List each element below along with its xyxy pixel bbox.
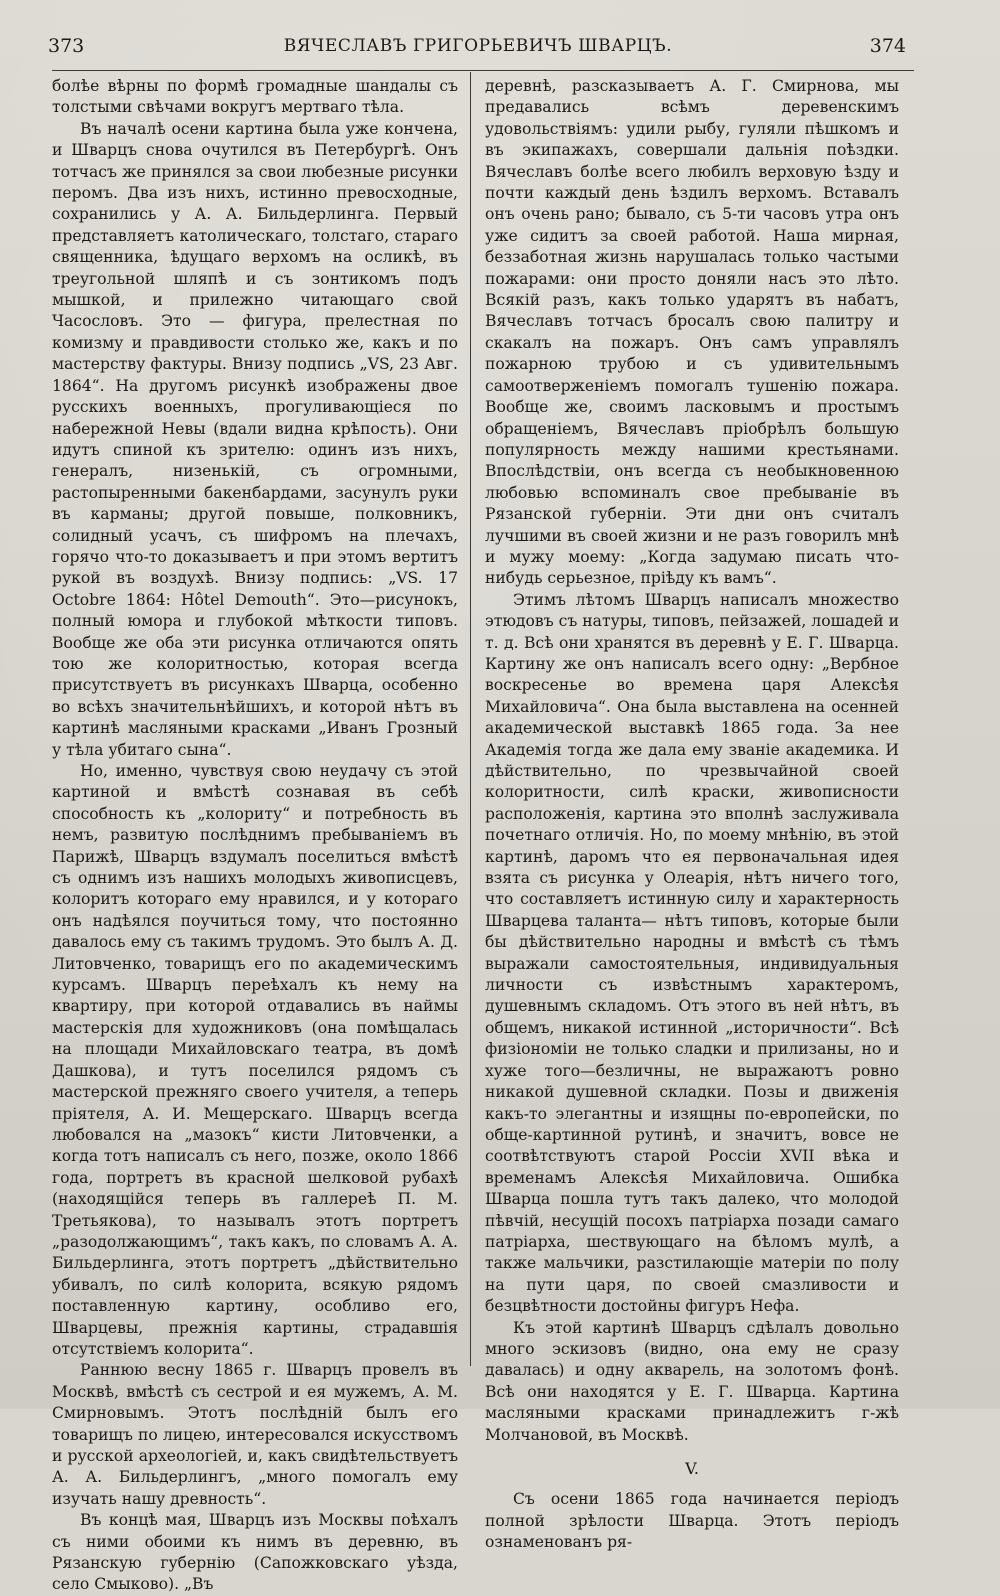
text-columns — [40, 76, 916, 1594]
paragraph: Но, именно, чувствуя свою неудачу съ этой картиной и вмѣстѣ сознавая въ себѣ способность къ „колориту“ и потребность въ немъ, развитую послѣднимъ пребываніемъ въ Парижѣ, Шварцъ вздумалъ поселиться вмѣстѣ съ однимъ изъ нашихъ молодыхъ живописцевъ, колоритъ котораго ему нравился, и у котораго онъ надѣялся поучиться тому, что постоянно давалось ему съ такимъ трудомъ. Это былъ А. Д. Литовченко, товарищъ его по академическимъ курсамъ. Шварцъ переѣхалъ къ нему на квартиру, при которой отдавались въ наймы мастерскія для художниковъ (она помѣщалась на площади Михайловскаго театра, въ домѣ Дашкова), и тутъ поселился рядомъ съ мастерской прежняго своего учителя, а теперь пріятеля, А. И. Мещерскаго. Шварцъ всегда любовался на „мазокъ“ кисти Литовченки, а когда тотъ написалъ съ него, позже, около 1866 года, портретъ въ красной шелковой рубахѣ (находящійся теперь въ галлереѣ П. М. Третьякова), то называлъ этотъ портретъ „разодолжающимъ“, такъ какъ, по словамъ А. А. Бильдерлинга, этотъ портретъ „дѣйствительно убивалъ, по силѣ колорита, всякую рядомъ поставленную картину, особливо его, Шварцевы, прежнія картины, страдавшія отсутствіемъ колорита“. — [52, 762, 458, 1358]
paragraph: Къ этой картинѣ Шварцъ сдѣлалъ довольно много эскизовъ (видно, она ему не сразу давалась) и одну акварель, на золотомъ фонѣ. Всѣ они находятся у Е. Г. Шварца. Картина масляными красками принадлежитъ г-жѣ Молчановой, въ Москвѣ. — [485, 1318, 899, 1444]
paragraph: Раннюю весну 1865 г. Шварцъ провелъ въ Москвѣ, вмѣстѣ съ сестрой и ея мужемъ, А. М. Смирновымъ. Этотъ послѣдній былъ его товарищъ по лицею, интересовался искусствомъ и русской археологіей, и, какъ свидѣтельствуетъ А. А. Бильдерлингъ, „много помогалъ ему изучать нашу древность“. — [52, 1361, 458, 1508]
paragraph: деревнѣ, разсказываетъ А. Г. Смирнова, мы предавались всѣмъ деревенскимъ удовольствіямъ: удили рыбу, гуляли пѣшкомъ и въ экипажахъ, совершали дальнія поѣздки. Вячеславъ болѣе всего любилъ верховую ѣзду и почти каждый день ѣздилъ верхомъ. Вставалъ онъ очень рано; бывало, съ 5-ти часовъ утра онъ уже сидитъ за своей работой. Наша мирная, беззаботная жизнь нарушалась только частыми пожарами: они просто доняли насъ это лѣто. Всякій разъ, какъ только ударятъ въ набатъ, Вячеславъ тотчасъ бросалъ свою палитру и скакалъ на пожаръ. Онъ самъ управлялъ пожарною трубою и съ удивительнымъ самоотверженіемъ помогалъ тушенію пожара. Вообще же, своимъ ласковымъ и простымъ обращеніемъ, Вячеславъ пріобрѣлъ большую популярность между нашими крестьянами. Впослѣдствіи, онъ всегда съ необыкновенною любовью вспоминалъ свое пребываніе въ Рязанской губерніи. Эти дни онъ считалъ лучшими въ своей жизни и не разъ говорилъ мнѣ и мужу моему: „Когда задумаю писать что-нибудь серьезное, пріѣду къ вамъ“. — [485, 77, 899, 588]
left-column — [40, 76, 470, 1594]
paragraph: Этимъ лѣтомъ Шварцъ написалъ множество этюдовъ съ натуры, типовъ, пейзажей, лошадей и т. д. Всѣ они хранятся въ деревнѣ у Е. Г. Шварца. Картину же онъ написалъ всего одну: „Вербное воскресенье во времена царя Алексѣя Михайловича“. Она была выставлена на осенней академической выставкѣ 1865 года. За нее Академія тогда же дала ему званіе академика. И дѣйствительно, по чрезвычайной своей колоритности, силѣ краски, живописности расположенія, картина это вполнѣ заслуживала почетнаго отличія. Но, по моему мнѣнію, въ этой картинѣ, даромъ что ея первоначальная идея взята съ рисунка у Олеарія, нѣтъ ничего того, что составляетъ истинную силу и характерность Шварцева таланта— нѣтъ типовъ, которые были бы дѣйствительно народны и вмѣстѣ съ тѣмъ выражали самостоятельныя, индивидуальныя личности съ извѣстнымъ характеромъ, душевнымъ складомъ. Отъ этого въ ней нѣтъ, въ общемъ, никакой истинной „историчности“. Всѣ физіономіи не только сладки и прилизаны, но и хуже того—безличны, не выражаютъ ровно никакой душевной складки. Позы и движенія какъ-то элегантны и изящны по-европейски, по обще-картинной рутинѣ, и значитъ, вовсе не соотвѣтствуютъ старой Россіи XVII вѣка и временамъ Алексѣя Михайловича. Ошибка Шварца пошла тутъ такъ далеко, что молодой пѣвчій, несущій посохъ патріарха позади самаго патріарха, шествующаго на бѣломъ мулѣ, а также мальчики, разстилающіе матеріи по полу на пути царя, по своей смазливости и безцвѣтности достойны фигуръ Нефа. — [485, 590, 899, 1316]
paragraph: Съ осени 1865 года начинается періодъ полной зрѣлости Шварца. Этотъ періодъ ознаменованъ ря- — [485, 1490, 899, 1552]
running-title: ВЯЧЕСЛАВЪ ГРИГОРЬЕВИЧЪ ШВАРЦЪ. — [283, 36, 673, 56]
header-rule — [52, 70, 914, 71]
section-number: V. — [685, 1459, 699, 1478]
paragraph: Въ концѣ мая, Шварцъ изъ Москвы поѣхалъ съ ними обоими къ нимъ въ деревню, въ Рязанскую губернію (Сапожковскаго уѣзда, село Смыково). „Въ — [52, 1511, 458, 1594]
page-header — [40, 30, 916, 64]
page-number-left: 373 — [48, 35, 85, 57]
paragraph: болѣе вѣрны по формѣ громадные шандалы съ толстыми свѣчами вокругъ мертваго тѣла. — [52, 77, 458, 117]
paragraph: Въ началѣ осени картина была уже кончена, и Шварцъ снова очутился въ Петербургѣ. Онъ тотчасъ же принялся за свои любезные рисунки перомъ. Два изъ нихъ, истинно превосходные, сохранились у А. А. Бильдерлинга. Первый представляетъ католическаго, толстаго, стараго священника, ѣдущаго верхомъ на осликѣ, въ треугольной шляпѣ и съ зонтикомъ подъ мышкой, и прилежно читающаго свой Часословъ. Это — фигура, прелестная по комизму и правдивости столько же, какъ и по мастерству фактуры. Внизу подпись „VS, 23 Авг. 1864“. На другомъ рисункѣ изображены двое русскихъ военныхъ, прогуливающіеся по набережной Невы (вдали видна крѣпость). Они идутъ спиной къ зрителю: одинъ изъ нихъ, генералъ, низенькій, съ огромными, растопыренными бакенбардами, засунулъ руки въ карманы; другой повыше, полковникъ, солидный усачъ, съ шифромъ на плечахъ, горячо что-то доказываетъ и при этомъ вертитъ рукой въ воздухѣ. Внизу подпись: „VS. 17 Octobre 1864: Hôtel Demouth“. Это—рисунокъ, полный юмора и глубокой мѣткости типовъ. Вообще же оба эти рисунка отличаются опять тою же колоритностью, которая всегда присутствуетъ въ рисункахъ Шварца, особенно во всѣхъ значительнѣйшихъ, и которой нѣтъ въ картинѣ масляными красками „Иванъ Грозный у тѣла убитаго сына“. — [52, 119, 458, 759]
page-number-right: 374 — [869, 35, 906, 57]
right-column — [471, 76, 901, 1552]
